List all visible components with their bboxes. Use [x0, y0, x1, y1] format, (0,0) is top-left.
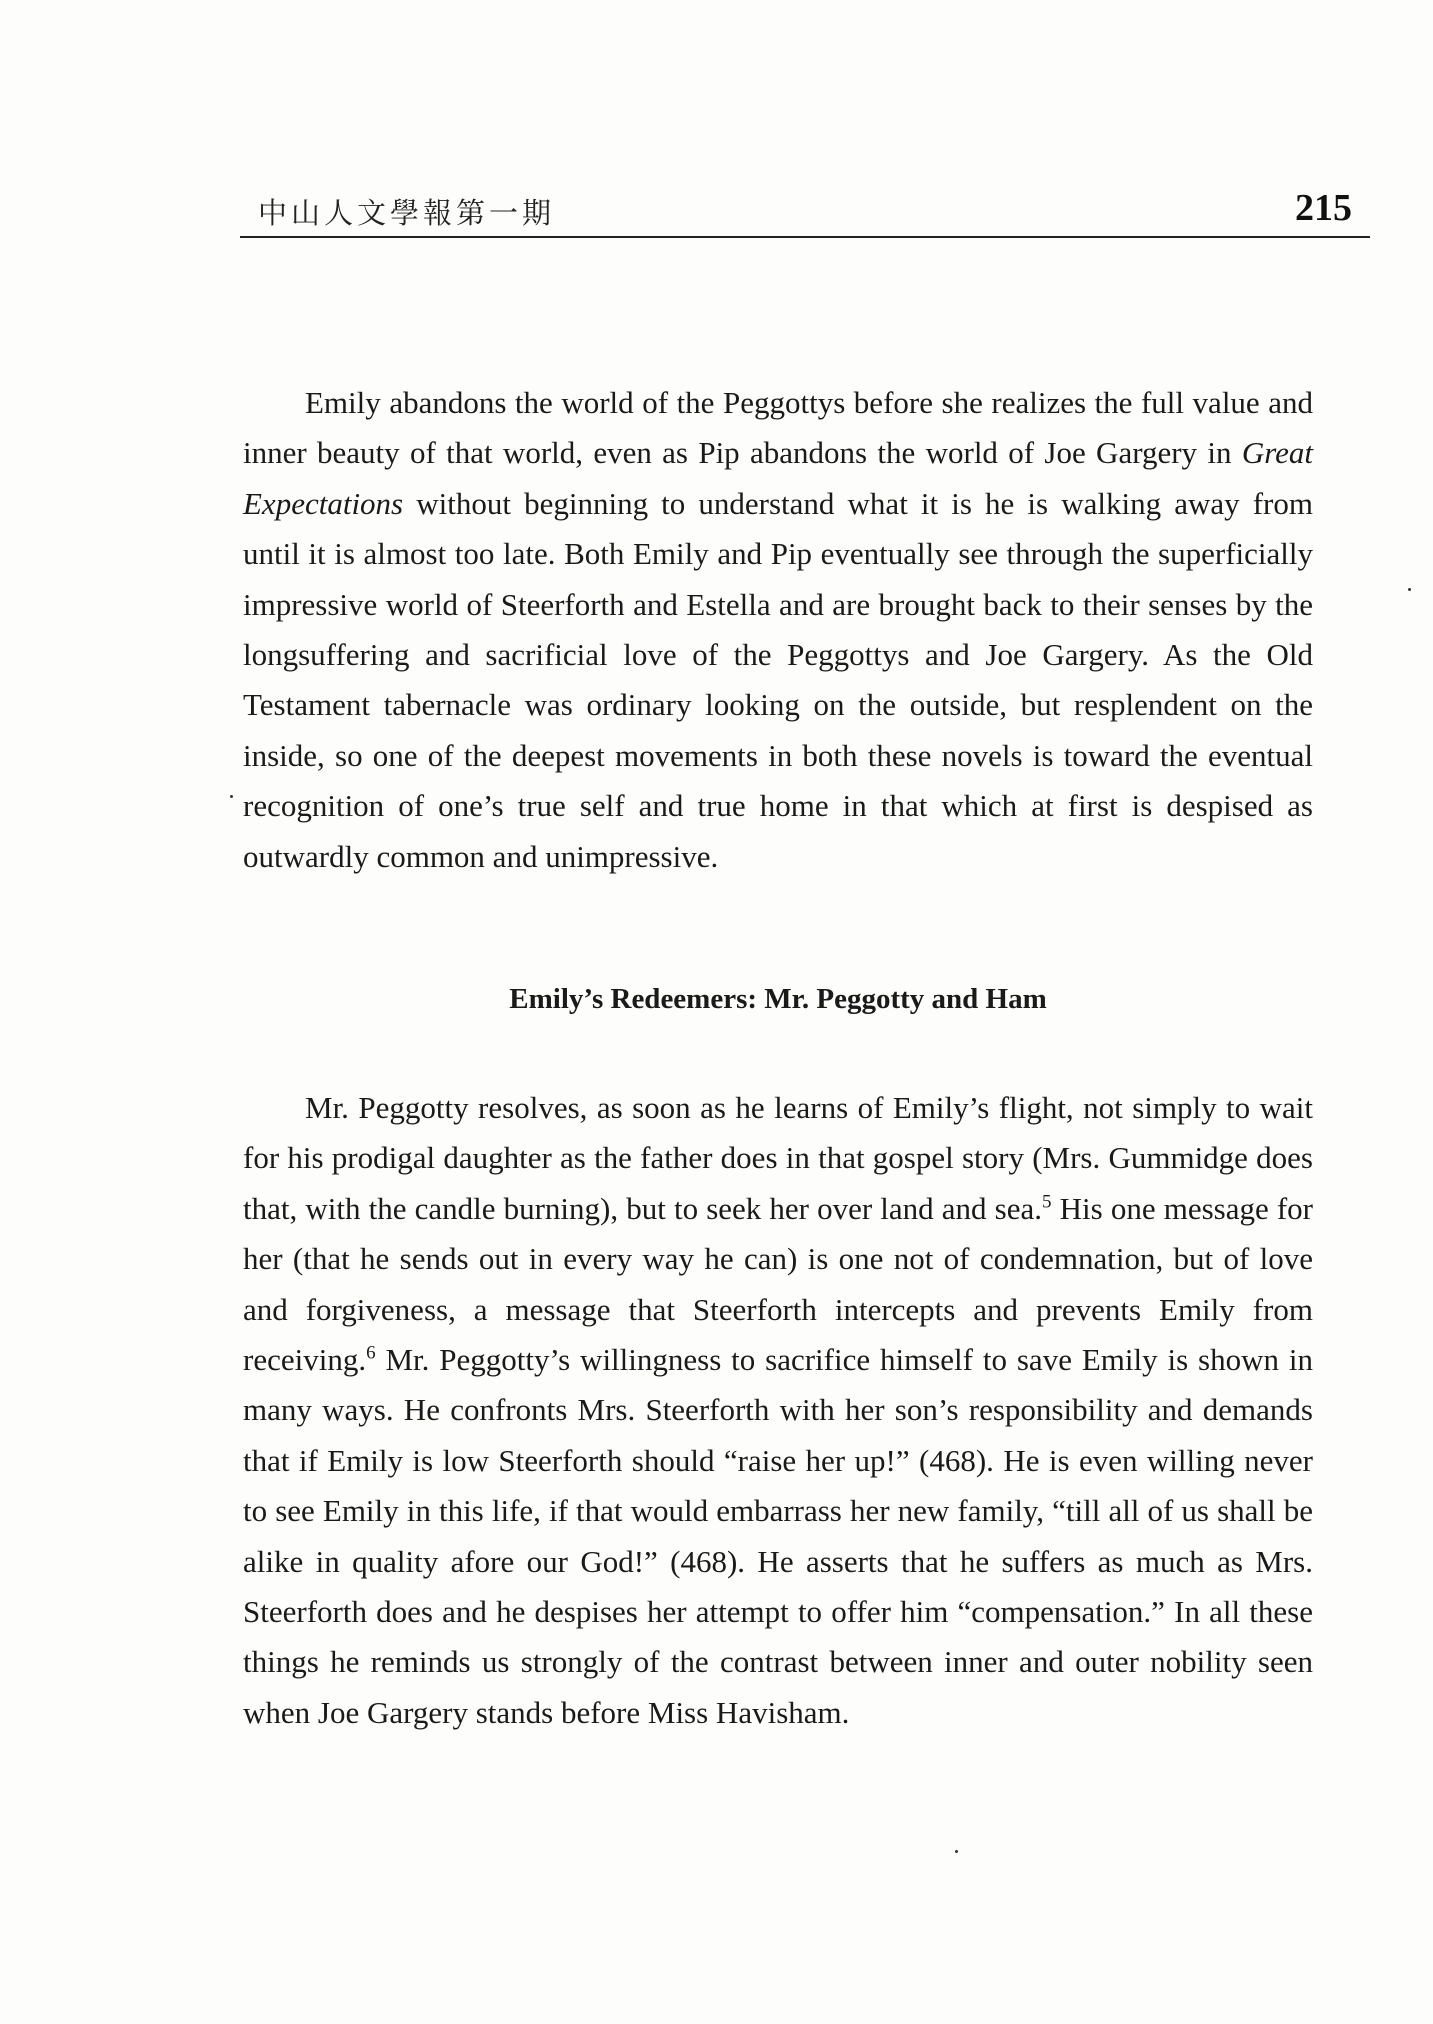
- section-heading: Emily’s Redeemers: Mr. Peggotty and Ham: [509, 983, 1047, 1015]
- scan-speck: [955, 1850, 958, 1853]
- page-number: 215: [1295, 187, 1352, 229]
- paragraph-text: [243, 1083, 1313, 1738]
- paragraph-text-segment: Mr. Peggotty resolves, as soon as he learns of Emily’s flight, not simply to wait for his prodigal daughter as the father does in that gospel story (Mrs. Gummidge does that, with the candle burning), but to seek her over land and sea.: [243, 1090, 1313, 1226]
- book-title-italic: Great Expectations: [243, 435, 1313, 521]
- paragraph-text-segment: His one message for her (that he sends out in every way he can) is one not of condemnation, but of love and forgiveness, a message that Steerforth intercepts and prevents Emily from receiving.: [243, 1190, 1313, 1378]
- scan-speck: [230, 795, 233, 798]
- footnote-reference: 6: [366, 1342, 376, 1364]
- journal-title: 中山人文學報第一期: [258, 196, 556, 230]
- body-paragraph-2: [243, 1083, 1313, 1738]
- running-header: [240, 180, 1370, 238]
- paragraph-text-segment: Emily abandons the world of the Peggottys before she realizes the full value and inner beauty of that world, even as Pip abandons the world of Joe Gargery in: [243, 385, 1313, 471]
- paragraph-text-segment: without beginning to understand what it is he is walking away from until it is almost too late. Both Emily and Pip eventually see through the superficially impressive world of Steerforth and Estella and are brought back to their senses by the longsuffering and sacrificial love of the Peggottys and Joe Gargery. As the Old Testament tabernacle was ordinary looking on the outside, but resplendent on the inside, so one of the deepest movements in both these novels is toward the eventual recognition of one’s true self and true home in that which at first is despised as outwardly common and unimpressive.: [243, 485, 1313, 874]
- scan-speck: [1408, 588, 1411, 591]
- paragraph-text: [243, 378, 1313, 882]
- body-paragraph-1: [243, 378, 1313, 882]
- footnote-reference: 5: [1042, 1191, 1052, 1213]
- paragraph-text-segment: Mr. Peggotty’s willingness to sacrifice himself to save Emily is shown in many ways. He confronts Mrs. Steerforth with her son’s responsibility and demands that if Emily is low Steerforth should “raise her up!” (468). He is even willing never to see Emily in this life, if that would embarrass her new family, “till all of us shall be alike in quality afore our God!” (468). He asserts that he suffers as much as Mrs. Steerforth does and he despises her attempt to offer him “compensation.” In all these things he reminds us strongly of the contrast between inner and outer nobility seen when Joe Gargery stands before Miss Havisham.: [243, 1342, 1313, 1730]
